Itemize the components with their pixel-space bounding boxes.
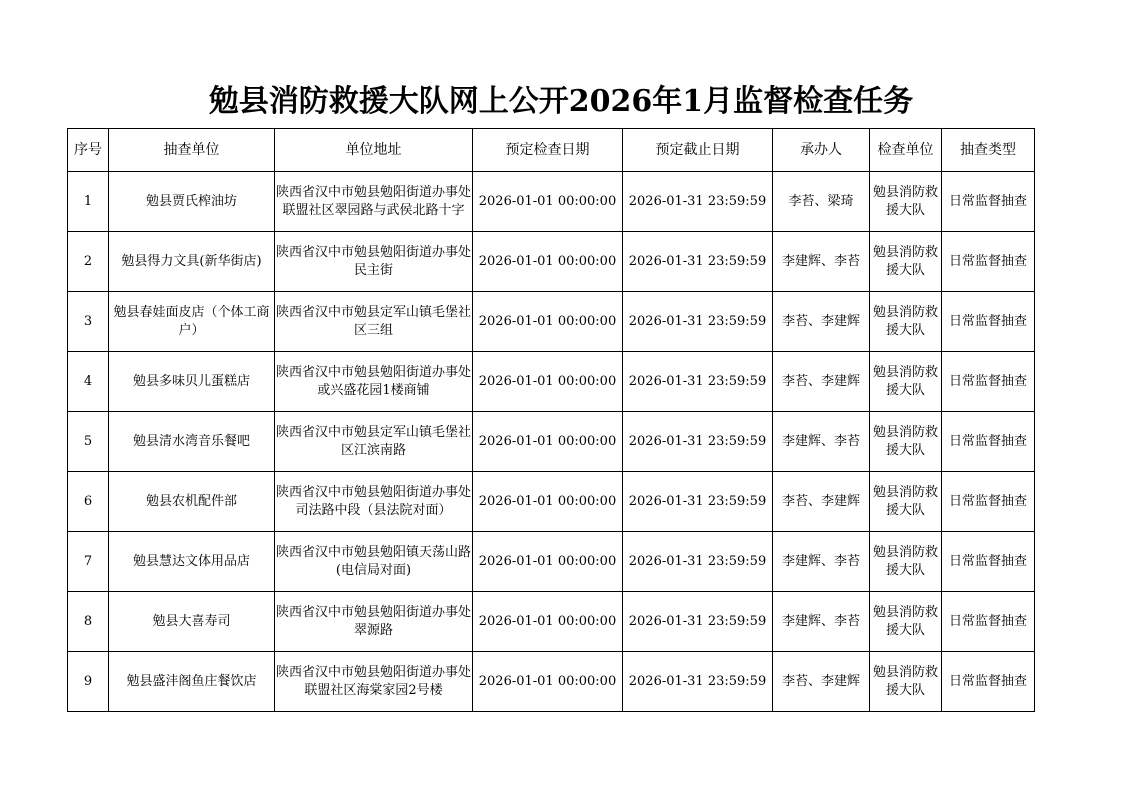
cell-unit: 勉县贾氏榨油坊 bbox=[109, 172, 275, 232]
cell-handler: 李苔、李建辉 bbox=[773, 352, 870, 412]
cell-end-date: 2026-01-31 23:59:59 bbox=[623, 412, 773, 472]
cell-end-date: 2026-01-31 23:59:59 bbox=[623, 352, 773, 412]
cell-handler: 李建辉、李苔 bbox=[773, 232, 870, 292]
cell-address: 陕西省汉中市勉县定军山镇毛堡社区三组 bbox=[275, 292, 473, 352]
cell-end-date: 2026-01-31 23:59:59 bbox=[623, 292, 773, 352]
cell-address: 陕西省汉中市勉县定军山镇毛堡社区江滨南路 bbox=[275, 412, 473, 472]
header-no: 序号 bbox=[68, 129, 109, 172]
cell-handler: 李苔、李建辉 bbox=[773, 292, 870, 352]
cell-start-date: 2026-01-01 00:00:00 bbox=[473, 412, 623, 472]
cell-inspector: 勉县消防救援大队 bbox=[870, 352, 942, 412]
cell-unit: 勉县得力文具(新华街店) bbox=[109, 232, 275, 292]
cell-no: 4 bbox=[68, 352, 109, 412]
cell-end-date: 2026-01-31 23:59:59 bbox=[623, 592, 773, 652]
table-row bbox=[68, 472, 1035, 532]
cell-type: 日常监督抽查 bbox=[942, 352, 1035, 412]
cell-end-date: 2026-01-31 23:59:59 bbox=[623, 652, 773, 712]
document-title: 勉县消防救援大队网上公开2026年1月监督检查任务 bbox=[208, 84, 914, 119]
cell-no: 3 bbox=[68, 292, 109, 352]
table-row bbox=[68, 532, 1035, 592]
cell-unit: 勉县清水湾音乐餐吧 bbox=[109, 412, 275, 472]
table-row bbox=[68, 352, 1035, 412]
cell-handler: 李苔、梁琦 bbox=[773, 172, 870, 232]
cell-type: 日常监督抽查 bbox=[942, 412, 1035, 472]
cell-type: 日常监督抽查 bbox=[942, 592, 1035, 652]
cell-handler: 李建辉、李苔 bbox=[773, 412, 870, 472]
cell-no: 6 bbox=[68, 472, 109, 532]
cell-start-date: 2026-01-01 00:00:00 bbox=[473, 232, 623, 292]
cell-start-date: 2026-01-01 00:00:00 bbox=[473, 652, 623, 712]
cell-inspector: 勉县消防救援大队 bbox=[870, 652, 942, 712]
cell-no: 5 bbox=[68, 412, 109, 472]
cell-inspector: 勉县消防救援大队 bbox=[870, 412, 942, 472]
cell-address: 陕西省汉中市勉县勉阳镇天荡山路(电信局对面) bbox=[275, 532, 473, 592]
header-handler: 承办人 bbox=[773, 129, 870, 172]
cell-start-date: 2026-01-01 00:00:00 bbox=[473, 532, 623, 592]
cell-type: 日常监督抽查 bbox=[942, 172, 1035, 232]
table-row bbox=[68, 172, 1035, 232]
header-type: 抽查类型 bbox=[942, 129, 1035, 172]
cell-inspector: 勉县消防救援大队 bbox=[870, 472, 942, 532]
cell-handler: 李建辉、李苔 bbox=[773, 532, 870, 592]
cell-unit: 勉县慧达文体用品店 bbox=[109, 532, 275, 592]
cell-address: 陕西省汉中市勉县勉阳街道办事处翠源路 bbox=[275, 592, 473, 652]
cell-type: 日常监督抽查 bbox=[942, 472, 1035, 532]
inspection-table bbox=[67, 128, 1035, 712]
cell-address: 陕西省汉中市勉县勉阳街道办事处联盟社区海棠家园2号楼 bbox=[275, 652, 473, 712]
cell-end-date: 2026-01-31 23:59:59 bbox=[623, 472, 773, 532]
cell-start-date: 2026-01-01 00:00:00 bbox=[473, 172, 623, 232]
cell-type: 日常监督抽查 bbox=[942, 652, 1035, 712]
cell-address: 陕西省汉中市勉县勉阳街道办事处司法路中段（县法院对面） bbox=[275, 472, 473, 532]
table-row bbox=[68, 292, 1035, 352]
cell-no: 7 bbox=[68, 532, 109, 592]
header-end-date: 预定截止日期 bbox=[623, 129, 773, 172]
cell-inspector: 勉县消防救援大队 bbox=[870, 292, 942, 352]
header-unit: 抽查单位 bbox=[109, 129, 275, 172]
cell-inspector: 勉县消防救援大队 bbox=[870, 232, 942, 292]
cell-start-date: 2026-01-01 00:00:00 bbox=[473, 352, 623, 412]
cell-type: 日常监督抽查 bbox=[942, 292, 1035, 352]
cell-unit: 勉县春娃面皮店（个体工商户） bbox=[109, 292, 275, 352]
header-start-date: 预定检查日期 bbox=[473, 129, 623, 172]
cell-no: 1 bbox=[68, 172, 109, 232]
cell-no: 8 bbox=[68, 592, 109, 652]
cell-unit: 勉县大喜寿司 bbox=[109, 592, 275, 652]
cell-handler: 李苔、李建辉 bbox=[773, 472, 870, 532]
cell-end-date: 2026-01-31 23:59:59 bbox=[623, 532, 773, 592]
table-row bbox=[68, 232, 1035, 292]
header-inspector: 检查单位 bbox=[870, 129, 942, 172]
cell-start-date: 2026-01-01 00:00:00 bbox=[473, 592, 623, 652]
cell-address: 陕西省汉中市勉县勉阳街道办事处联盟社区翠园路与武侯北路十字 bbox=[275, 172, 473, 232]
cell-address: 陕西省汉中市勉县勉阳街道办事处民主街 bbox=[275, 232, 473, 292]
cell-start-date: 2026-01-01 00:00:00 bbox=[473, 292, 623, 352]
cell-handler: 李苔、李建辉 bbox=[773, 652, 870, 712]
cell-inspector: 勉县消防救援大队 bbox=[870, 172, 942, 232]
cell-unit: 勉县农机配件部 bbox=[109, 472, 275, 532]
cell-end-date: 2026-01-31 23:59:59 bbox=[623, 232, 773, 292]
cell-end-date: 2026-01-31 23:59:59 bbox=[623, 172, 773, 232]
cell-no: 2 bbox=[68, 232, 109, 292]
cell-type: 日常监督抽查 bbox=[942, 532, 1035, 592]
cell-start-date: 2026-01-01 00:00:00 bbox=[473, 472, 623, 532]
cell-handler: 李建辉、李苔 bbox=[773, 592, 870, 652]
cell-unit: 勉县多味贝儿蛋糕店 bbox=[109, 352, 275, 412]
cell-address: 陕西省汉中市勉县勉阳街道办事处或兴盛花园1楼商铺 bbox=[275, 352, 473, 412]
table-row bbox=[68, 592, 1035, 652]
cell-no: 9 bbox=[68, 652, 109, 712]
header-row bbox=[68, 129, 1035, 172]
cell-type: 日常监督抽查 bbox=[942, 232, 1035, 292]
header-address: 单位地址 bbox=[275, 129, 473, 172]
cell-unit: 勉县盛沣阁鱼庄餐饮店 bbox=[109, 652, 275, 712]
cell-inspector: 勉县消防救援大队 bbox=[870, 592, 942, 652]
table-row bbox=[68, 652, 1035, 712]
cell-inspector: 勉县消防救援大队 bbox=[870, 532, 942, 592]
table-row bbox=[68, 412, 1035, 472]
